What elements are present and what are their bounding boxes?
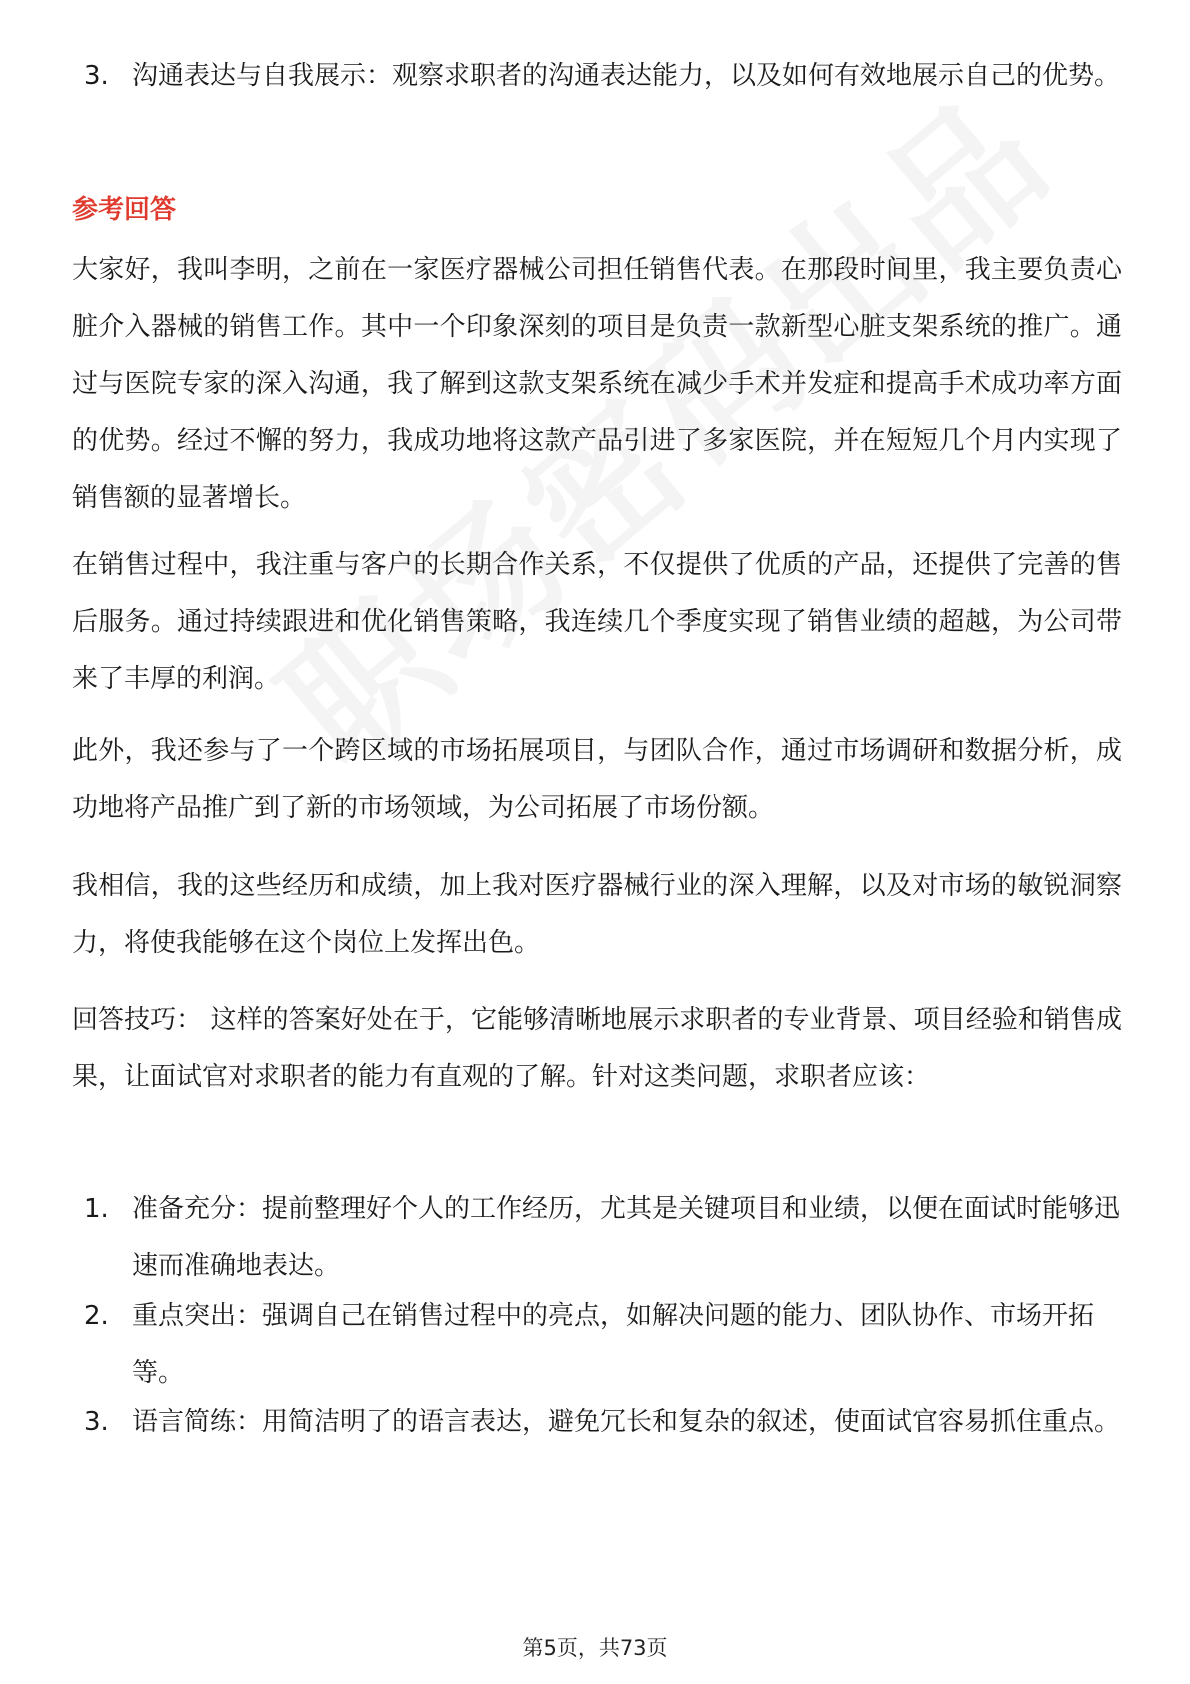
paragraph: 回答技巧： 这样的答案好处在于，它能够清晰地展示求职者的专业背景、项目经验和销售成果，让面试官对求职者的能力有直观的了解。针对这类问题，求职者应该： bbox=[72, 1005, 1122, 1092]
list-number: 1. bbox=[84, 1194, 109, 1224]
list-number: 2. bbox=[84, 1301, 109, 1331]
section-heading: 参考回答 bbox=[72, 195, 177, 225]
paragraph: 此外，我还参与了一个跨区域的市场拓展项目，与团队合作，通过市场调研和数据分析，成功地将产品推广到了新的市场领域，为公司拓展了市场份额。 bbox=[72, 736, 1122, 823]
list-number: 3. bbox=[84, 61, 109, 91]
list-text: 准备充分：提前整理好个人的工作经历，尤其是关键项目和业绩，以便在面试时能够迅速而准确地表达。 bbox=[132, 1194, 1121, 1281]
page-number-footer: 第5页，共73页 bbox=[522, 1636, 668, 1660]
paragraph: 在销售过程中，我注重与客户的长期合作关系，不仅提供了优质的产品，还提供了完善的售后服务。通过持续跟进和优化销售策略，我连续几个季度实现了销售业绩的超越，为公司带来了丰厚的利润。 bbox=[72, 550, 1122, 694]
list-text: 沟通表达与自我展示：观察求职者的沟通表达能力，以及如何有效地展示自己的优势。 bbox=[132, 61, 1121, 91]
list-item bbox=[84, 1394, 1124, 1451]
list-number: 3. bbox=[84, 1407, 109, 1437]
paragraph: 大家好，我叫李明，之前在一家医疗器械公司担任销售代表。在那段时间里，我主要负责心脏介入器械的销售工作。其中一个印象深刻的项目是负责一款新型心脏支架系统的推广。通过与医院专家的深入沟通，我了解到这款支架系统在减少手术并发症和提高手术成功率方面的优势。经过不懈的努力，我成功地将这款产品引进了多家医院，并在短短几个月内实现了销售额的显著增长。 bbox=[72, 255, 1122, 513]
paragraph: 我相信，我的这些经历和成绩，加上我对医疗器械行业的深入理解，以及对市场的敏锐洞察力，将使我能够在这个岗位上发挥出色。 bbox=[72, 871, 1122, 958]
list-item bbox=[84, 48, 1124, 105]
list-text: 重点突出：强调自己在销售过程中的亮点，如解决问题的能力、团队协作、市场开拓等。 bbox=[132, 1301, 1095, 1388]
list-text: 语言简练：用简洁明了的语言表达，避免冗长和复杂的叙述，使面试官容易抓住重点。 bbox=[132, 1407, 1121, 1437]
list-item bbox=[84, 1288, 1124, 1402]
list-item bbox=[84, 1181, 1124, 1295]
